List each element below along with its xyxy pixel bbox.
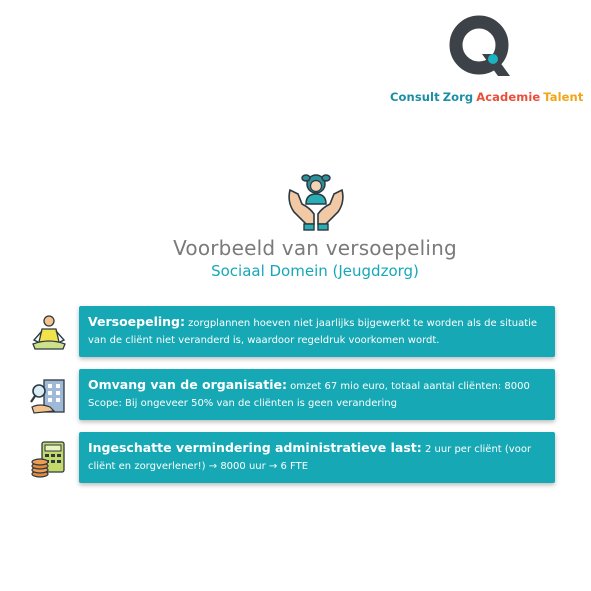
card-text-secondary: Scope: Bij ongeveer 50% van de cliënten is geen verandering bbox=[88, 398, 397, 409]
calculator-coins-icon bbox=[30, 440, 68, 478]
info-card bbox=[79, 432, 555, 483]
brand-word-consult: Consult bbox=[390, 90, 440, 104]
card-heading: Omvang van de organisatie: bbox=[88, 377, 287, 392]
caring-hands-person-icon bbox=[284, 168, 348, 232]
page-title: Voorbeeld van versoepeling bbox=[173, 236, 457, 260]
card-heading: Ingeschatte vermindering administratieve last: bbox=[88, 440, 422, 455]
building-search-icon bbox=[30, 377, 68, 415]
brand-logo bbox=[386, 14, 584, 106]
card-text: omzet 67 mio euro, totaal aantal cliënten: 8000 bbox=[290, 381, 530, 392]
card-text: 2 uur per cliënt (voor cliënt en zorgverlener!) → 8000 uur → 6 FTE bbox=[88, 444, 532, 472]
q-logo-icon bbox=[448, 14, 512, 80]
brand-word-talent: Talent bbox=[543, 90, 584, 104]
info-row-omvang bbox=[30, 369, 558, 421]
card-heading: Versoepeling: bbox=[88, 314, 185, 329]
page-subtitle: Sociaal Domein (Jeugdzorg) bbox=[211, 262, 419, 280]
info-row-versoepeling bbox=[30, 306, 558, 358]
info-card bbox=[79, 306, 555, 357]
info-row-administratieve-last bbox=[30, 432, 558, 484]
info-card bbox=[79, 369, 555, 420]
meditation-person-icon bbox=[30, 314, 68, 352]
card-text: zorgplannen hoeven niet jaarlijks bijgewerkt te worden als de situatie van de cliënt niet veranderd is, waardoor regeldruk voorkomen wordt. bbox=[88, 318, 538, 346]
brand-word-zorg: Zorg bbox=[442, 90, 474, 104]
brand-name bbox=[390, 90, 586, 104]
brand-word-academie: Academie bbox=[476, 90, 541, 104]
